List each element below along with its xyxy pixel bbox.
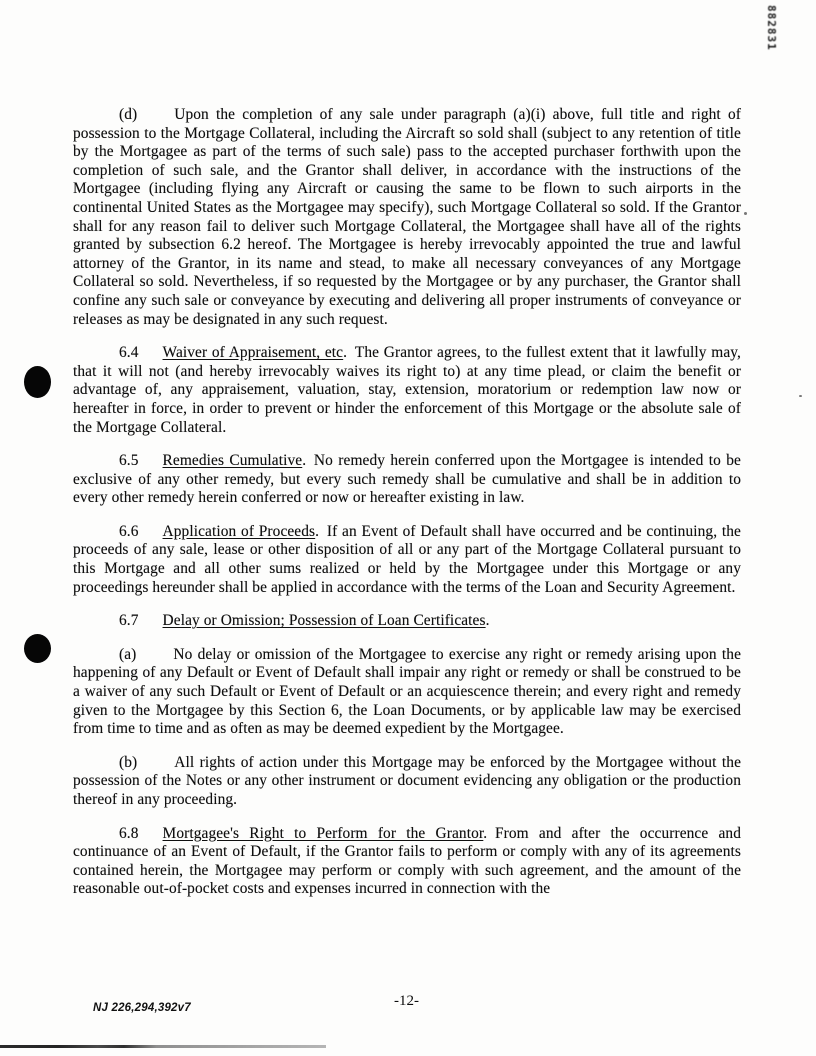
paragraph-text: No delay or omission of the Mortgagee to exercise any right or remedy arising upon the happening of any Default or Event of Default shall impair any right or remedy or shall be construed to be a waiver of any such Default or Event of Default or an acquiescence therein; and every right and remedy given to the Mortgagee by this Section 6, the Loan Documents, or by applicable law may be exercised from time to time and as often as may be deemed expedient by the Mortgagee. [73,645,741,738]
section-text: No remedy herein conferred upon the Mortgagee is intended to be exclusive of any other remedy, but every such remedy shall be cumulative and shall be in addition to every other remedy herein conferred or now or hereafter existing in law. [73,452,741,507]
section-heading: Mortgagee's Right to Perform for the Grantor [162,824,484,842]
number-gap [139,837,163,838]
section-6.8 [73,825,741,899]
heading-period: . [343,344,348,362]
paragraph-text: Upon the completion of any sale under paragraph (a)(i) above, full title and right of possession to the Mortgage Collateral, including the Aircraft so sold shall (subject to any retention of title by the Mortgagee as part of the terms of such sale) pass to the accepted purchaser forthwith upon the completion of such sale, and the Grantor shall deliver, in accordance with the instructions of the Mortgagee (including flying any Aircraft or causing the same to be flown to such airports in the continental United States as the Mortgagee may specify), such Mortgage Collateral so sold. If the Grantor shall for any reason fail to deliver such Mortgage Collateral, the Mortgagee shall have all of the rights granted by subsection 6.2 hereof. The Mortgagee is hereby irrevocably appointed the true and lawful attorney of the Grantor, in its name and stead, to make all necessary conveyances of any Mortgage Collateral so sold. Nevertheless, if so requested by the Mortgagee or by any purchaser, the Grantor shall confine any such sale or conveyance by executing and delivering all proper instruments of conveyance or releases as may be designated in any such request. [73,106,741,328]
heading-period: . [485,612,490,630]
bates-stamp: 882831 [765,5,778,51]
scan-artifact-line [0,1045,326,1048]
section-text: From and after the occurrence and continuance of an Event of Default, if the Grantor fails to perform or comply with any of its agreements contained herein, the Mortgagee may perform or comply with such agreement, and the amount of the reasonable out-of-pocket costs and expenses incurred in connection with the [73,824,741,898]
section-heading: Application of Proceeds [162,522,316,540]
section-number: 6.7 [119,612,139,630]
punch-hole-mark-2 [24,634,51,663]
label-gap [137,766,174,767]
heading-period: . [483,824,488,842]
section-number: 6.6 [119,522,139,540]
section-6.5 [73,452,741,508]
paragraph-label: (d) [119,106,138,123]
section-number: 6.5 [119,452,139,470]
document-body [73,106,741,914]
section-6.6 [73,523,741,597]
footer-document-number: NJ 226,294,392v7 [93,1002,191,1014]
scan-speck [744,212,747,215]
paragraph-d [73,106,741,329]
heading-period: . [315,522,320,540]
paragraph-b [73,754,741,810]
section-number: 6.4 [119,344,139,362]
section-heading: Waiver of Appraisement, etc [162,344,344,362]
section-6.4 [73,344,741,437]
label-gap [136,658,173,659]
paragraph-label: (a) [119,645,137,663]
number-gap [139,356,163,357]
scan-speck [799,395,802,397]
heading-period: . [302,452,307,470]
label-gap [137,118,174,119]
section-text: If an Event of Default shall have occurred and be continuing, the proceeds of any sale, lease or other disposition of all or any part of the Mortgage Collateral pursuant to this Mortgage and all other sums realized or held by the Mortgagee under this Mortgage or any proceedings hereunder shall be applied in accordance with the terms of the Loan and Security Agreement. [73,522,741,596]
punch-hole-mark-1 [24,366,51,398]
number-gap [139,535,163,536]
footer-page-number: -12- [394,993,419,1009]
number-gap [139,624,163,625]
section-heading: Delay or Omission; Possession of Loan Certificates [162,612,486,630]
paragraph-a [73,646,741,739]
section-6.7 [73,612,741,631]
section-number: 6.8 [119,824,139,842]
section-heading: Remedies Cumulative [162,452,303,470]
paragraph-text: All rights of action under this Mortgage may be enforced by the Mortgagee without the possession of the Notes or any other instrument or document evidencing any obligation or the production thereof in any proceeding. [73,753,741,808]
number-gap [139,464,163,465]
paragraph-label: (b) [119,753,138,771]
section-text: The Grantor agrees, to the fullest extent that it lawfully may, that it will not (and hereby irrevocably waives its right to) at any time plead, or claim the benefit or advantage of, any appraisement, valuation, stay, extension, moratorium or redemption law now or hereafter in force, in order to prevent or hinder the enforcement of this Mortgage or the absolute sale of the Mortgage Collateral. [73,344,741,436]
